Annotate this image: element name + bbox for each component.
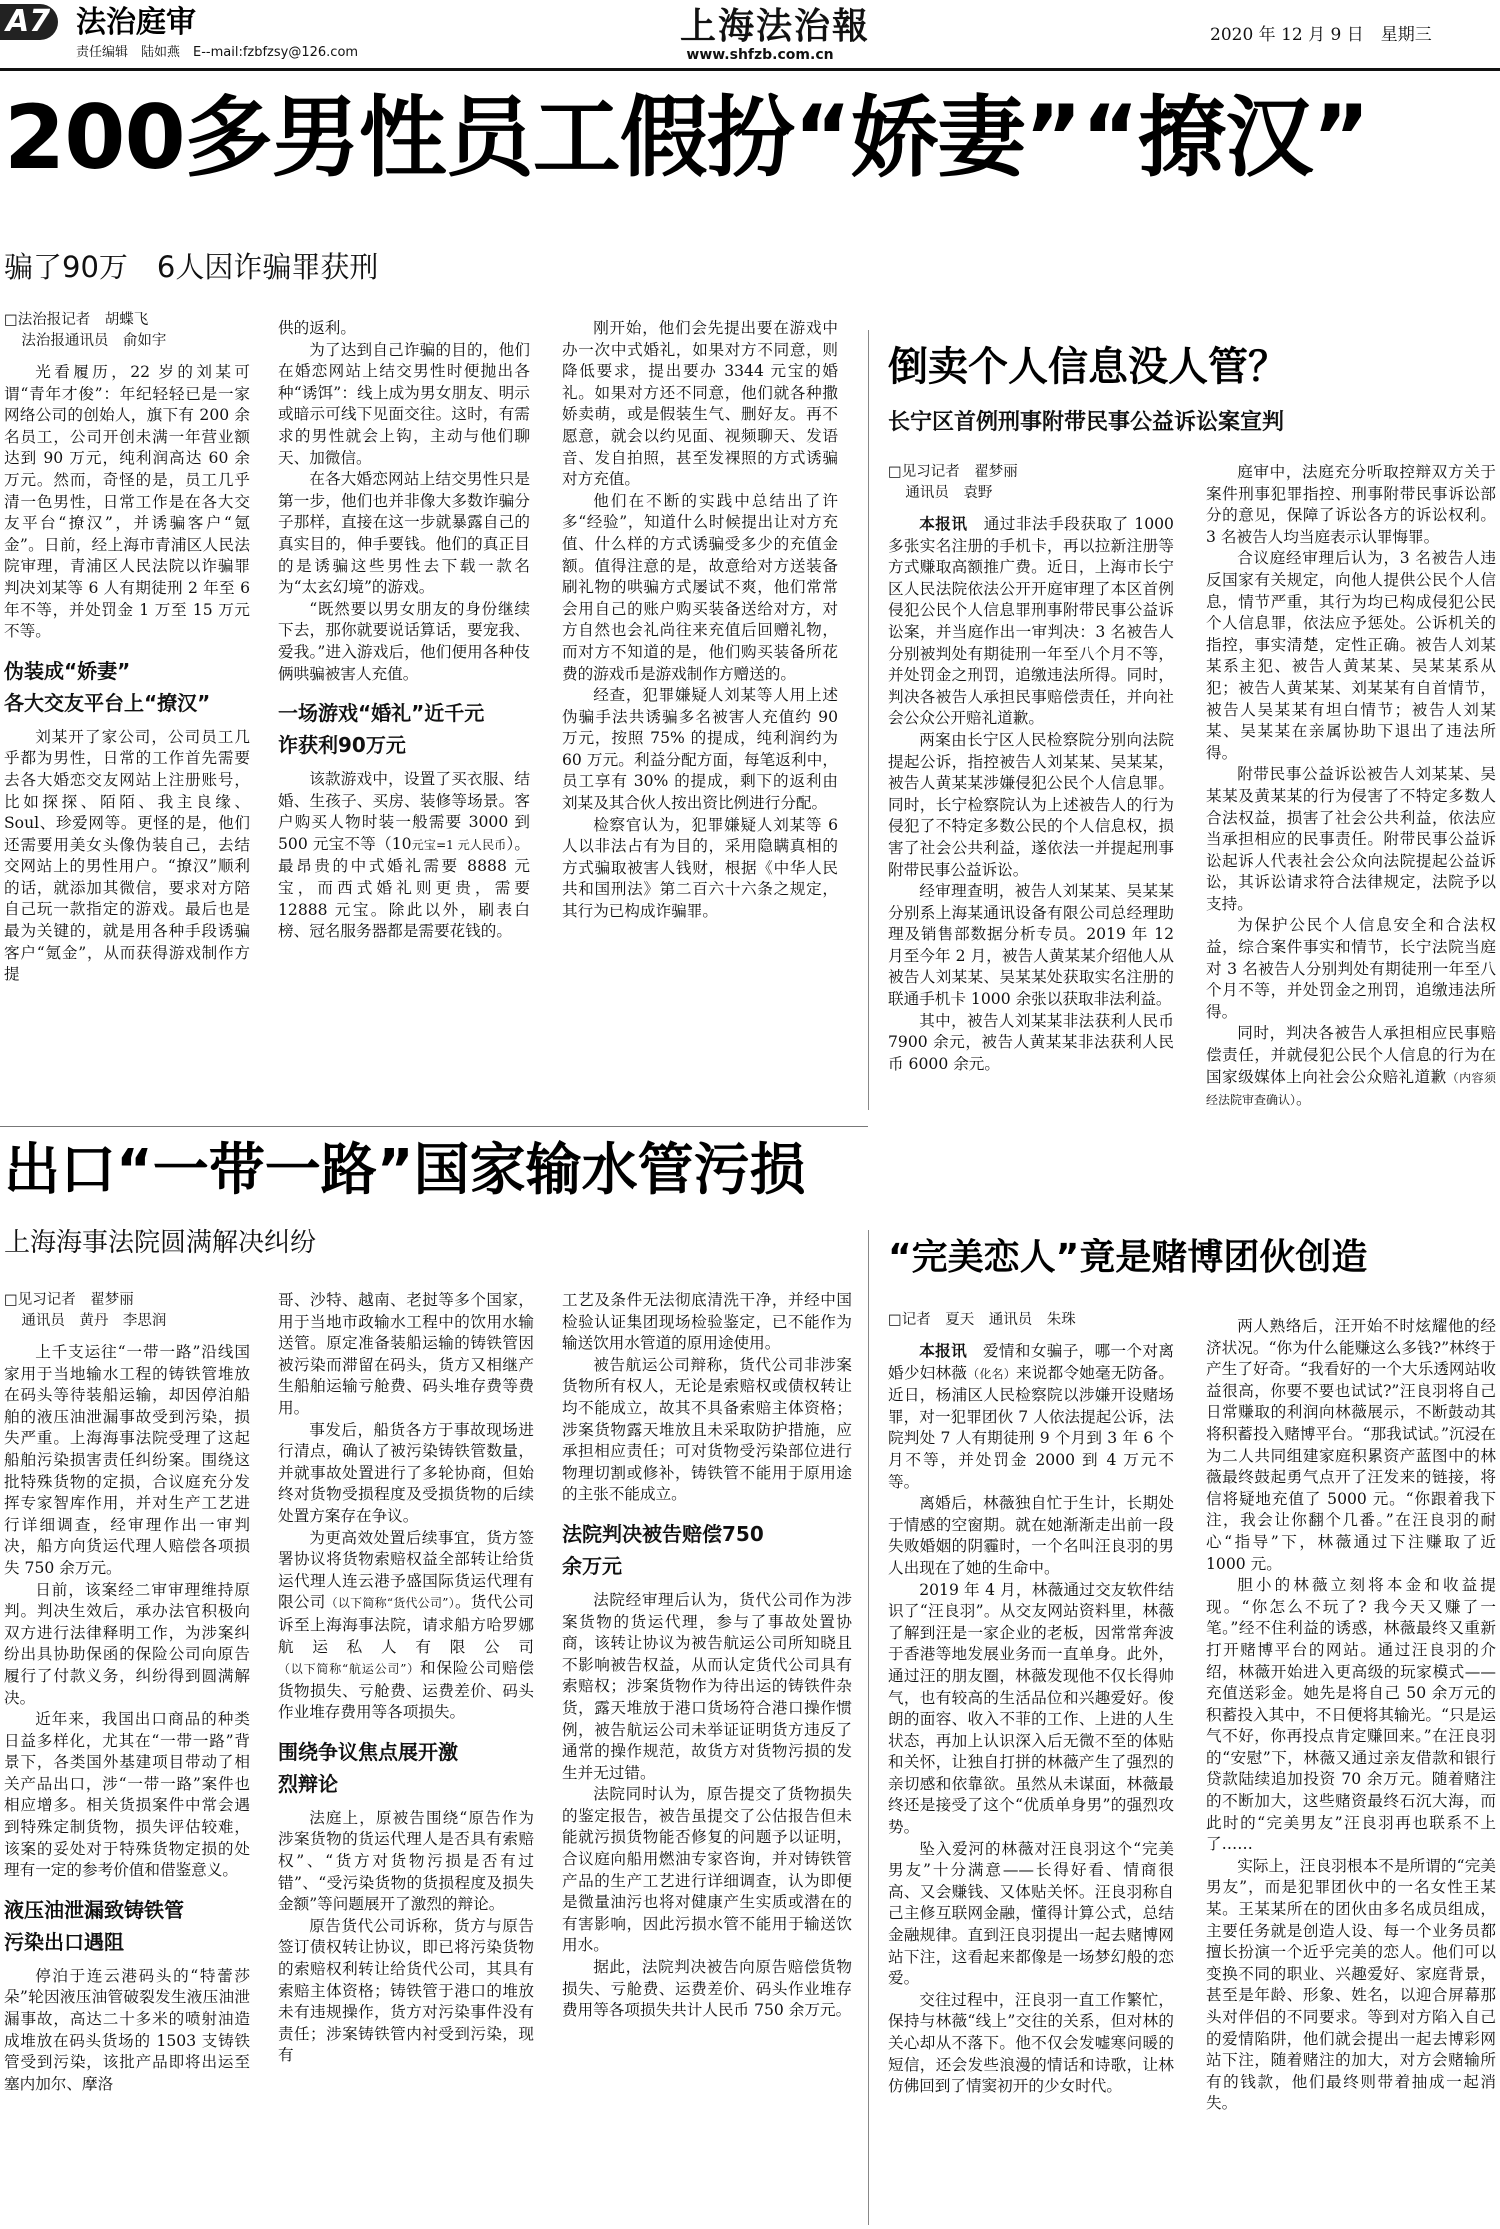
paragraph: 本报讯 爱情和女骗子，哪一个对离婚少妇林薇（化名）来说都令她毫无防备。近日，杨浦区人民检察院以涉嫌开设赌场罪，对一犯罪团伙 7 人依法提起公诉，法院判处 7 人有期徒刑 9 个月到 3 年 6 个月不等，并处罚金 2000 到 4 万元不等。 (888, 1342, 1174, 1491)
article3-subheading-2: 围绕争议焦点展开激 (278, 1739, 458, 1764)
editor-line: 责任编辑 陆如燕 E--mail:fzbfzsy@126.com (76, 45, 359, 60)
article1-byline-reporter: □法治报记者 胡蝶飞 (4, 312, 149, 328)
paragraph: 原告货代公司诉称，货方与原告签订债权转让协议，即已将污染货物的索赔权利转让给货代公司，其具有索赔主体资格；铸铁管于港口的堆放未有违规操作，货方对污染事件没有责任；涉案铸铁管内衬受到污染，现有 (278, 1916, 534, 2065)
column-divider-lower (868, 1230, 869, 2225)
article3-byline-correspondent: 通讯员 黄丹 李思润 (21, 1313, 167, 1329)
article3-subhead: 上海海事法院圆满解决纠纷 (4, 1228, 317, 1258)
paragraph: 法院经审理后认为，货代公司作为涉案货物的货运代理，参与了事故处置协商，该转让协议为被告航运公司所知晓且不影响被告权益，从而认定货代公司具有索赔权；涉案货物作为待出运的铸铁件杂货，露天堆放于港口货场符合港口操作惯例，被告航运公司未举证证明货方违反了通常的操作规范，故货方对货物污损的发生并无过错。 (562, 1590, 852, 1782)
article3-subheading-3b: 余万元 (562, 1553, 622, 1578)
paragraph: 本报讯 通过非法手段获取了 1000 多张实名注册的手机卡，再以拉新注册等方式赚取高额推广费。近日，上海市长宁区人民法院依法公开开庭审理了本区首例侵犯公民个人信息罪刑事附带民事公益诉讼案，并当庭作出一审判决：3 名被告人分别被判处有期徒刑一年至八个月不等，并处罚金之刑罚，追缴违法所得。同时，判决各被告人承担民事赔偿责任，并向社会公众公开赔礼道歉。 (888, 515, 1174, 728)
paragraph: 经审理查明，被告人刘某某、吴某某分别系上海某通讯设备有限公司总经理助理及销售部数据分析专员。2019 年 12 月至今年 2 月，被告人黄某某介绍他人从被告人刘某某、吴某某处获取实名注册的联通手机卡 1000 余张以获取非法利益。 (888, 882, 1174, 1009)
paragraph: 据此，法院判决被告向原告赔偿货物损失、亏舱费、运费差价、码头作业堆存费用等各项损失共计人民币 750 余万元。 (562, 1958, 852, 2020)
article1-subheading-2: 一场游戏“婚礼”近千元 (278, 701, 485, 726)
paragraph: 该款游戏中，设置了买衣服、结婚、生孩子、买房、装修等场景。客户购买人物时装一般需要 3000 到 500 元宝不等（10元宝=1 元人民币）。最昂贵的中式婚礼需要 8888 元宝，而西式婚礼则更贵，需要 12888 元宝。除此以外，刷表白榜、冠名服务器都是需要花钱的。 (278, 770, 530, 941)
paragraph: 工艺及条件无法彻底清洗干净，并经中国检验认证集团现场检验鉴定，已不能作为输送饮用水管道的原用途使用。 (562, 1291, 852, 1353)
article1-subheading-2b: 诈获利90万元 (278, 733, 406, 758)
paragraph: 实际上，汪良羽根本不是所谓的“完美男友”，而是犯罪团伙中的一名女性王某某。王某某所在的团伙由多名成员组成，主要任务就是创造人设、每一个业务员都擅长扮演一个近乎完美的恋人。他们可以变换不同的职业、兴趣爱好、家庭背景，甚至是年龄、形象、姓名，以迎合屏幕那头对伴侣的不同要求。等到对方陷入自己的爱情陷阱，他们就会提出一起去博彩网站下注，随着赌注的加大，对方会赌输所有的钱款，他们最终则带着抽成一起消失。 (1206, 1856, 1496, 2113)
paragraph: 哥、沙特、越南、老挝等多个国家，用于当地市政输水工程中的饮用水输送管。原定准备装船运输的铸铁管因被污染而滞留在码头，货方又相继产生船舶运输亏舱费、码头堆存费等费用。 (278, 1291, 534, 1417)
article1-column-2 (278, 318, 530, 1110)
article2-column-2 (1206, 462, 1496, 1202)
paragraph: 光看履历，22 岁的刘某可谓“青年才俊”：年纪轻轻已是一家网络公司的创始人，旗下有 200 余名员工，公司开创未满一年营业额达到 90 万元，纯利润高达 60 余万元。然而，奇怪的是，员工几乎清一色男性，日常工作是在各大交友平台“撩汉”，并诱骗客户“氪金”。日前，经上海市青浦区人民法院审理，青浦区人民法院以诈骗罪判决刘某等 6 人有期徒刑 2 年至 6 年不等，并处罚金 1 万至 15 万元不等。 (4, 363, 250, 641)
page-number: A7 (6, 4, 51, 39)
paragraph: 刚开始，他们会先提出要在游戏中办一次中式婚礼，如果对方不同意，则降低要求，提出要办 3344 元宝的婚礼。如果对方还不同意，他们就各种撒娇卖萌，或是假装生气、删好友。再不愿意，就会以约见面、视频聊天、发语音、发自拍照，甚至发裸照的方式诱骗对方充值。 (562, 319, 838, 489)
article3-byline-reporter: □见习记者 翟梦丽 (4, 1292, 134, 1308)
article3-subheading-1b: 污染出口遇阻 (4, 1929, 124, 1954)
paper-name: 上海法治報 (680, 5, 871, 47)
paragraph: 法院同时认为，原告提交了货物损失的鉴定报告，被告虽提交了公估报告但未能就污损货物能否修复的问题予以证明，合议庭向船用燃油专家咨询，并对铸铁管产品的生产工艺进行详细调查，认为即便是微量油污也将对健康产生实质或潜在的有害影响，因此污损水管不能用于输送饮用水。 (562, 1785, 852, 1955)
paragraph: 刘某开了家公司，公司员工几乎都为男性，日常的工作首先需要去各大婚恋交友网站上注册账号，比如探探、陌陌、我主良缘、Soul、珍爱网等。更怪的是，他们还需要用美女头像伪装自己，去结交网站上的男性用户。“撩汉”顺利的话，就添加其微信，要求对方陪自己玩一款指定的游戏。最后也是最为关键的，就是用各种手段诱骗客户“氪金”，从而获得游戏制作方提 (4, 727, 250, 984)
article3-headline: 出口“一带一路”国家输水管污损 (4, 1138, 806, 1203)
section-name: 法治庭审 (76, 5, 196, 40)
article1-byline-correspondent: 法治报通讯员 俞如宇 (21, 333, 167, 349)
paragraph: 停泊于连云港码头的“特蕾莎朵”轮因液压油管破裂发生液压油泄漏事故，高达二十多米的喷射油造成堆放在码头货场的 1503 支铸铁管受到污染，该批产品即将出运至塞内加尔、摩洛 (4, 1966, 250, 2093)
article1-subheading-1: 伪装成“娇妻” (4, 658, 131, 683)
paragraph: 同时，判决各被告人承担相应民事赔偿责任，并就侵犯公民个人信息的行为在国家级媒体上向社会公众赔礼道歉（内容须经法院审查确认）。 (1206, 1024, 1496, 1109)
paragraph: 供的返利。 (278, 319, 356, 337)
article1-subhead: 骗了90万 6人因诈骗罪获刑 (4, 250, 379, 284)
article2-headline: 倒卖个人信息没人管？ (888, 344, 1288, 390)
paragraph: 经查，犯罪嫌疑人刘某等人用上述伪骗手法共诱骗多名被害人充值约 90 万元，按照 75% 的提成，纯利润约为 60 万元。利益分配方面，每笔返利中，员工享有 30% 的提成，剩下的返利由刘某及其合伙人按出资比例进行分配。 (562, 686, 838, 813)
paragraph: 他们在不断的实践中总结出了许多“经验”，知道什么时候提出让对方充值、什么样的方式诱骗受多少的充值金额。值得注意的是，故意给对方送装备刷礼物的哄骗方式屡试不爽，他们常常会用自己的账户购买装备送给对方，对方自然也会礼尚往来充值后回赠礼物，而对方不知道的是，他们购买装备所花费的游戏币是游戏制作方赠送的。 (562, 491, 838, 683)
paragraph: 离婚后，林薇独自忙于生计，长期处于情感的空窗期。就在她渐渐走出前一段失败婚姻的阴霾时，一个名叫汪良羽的男人出现在了她的生命中。 (888, 1494, 1174, 1577)
article1-subheading-1b: 各大交友平台上“撩汉” (4, 690, 211, 715)
article1-column-1 (4, 310, 250, 1110)
article4-column-2 (1206, 1316, 1496, 2225)
article2-column-1 (888, 462, 1174, 1202)
website: www.shfzb.com.cn (686, 47, 834, 63)
paragraph: 2019 年 4 月，林薇通过交友软件结识了“汪良羽”。从交友网站资料里，林薇了解到汪是一家企业的老板，因常常奔波于香港等地发展业务而一直单身。此外，通过汪的朋友圈，林薇发现他不仅长得帅气，也有较高的生活品位和兴趣爱好。俊朗的面容、收入不菲的工作、上进的人生状态，再加上认识深入后无微不至的体贴和关怀，让独自打拼的林薇产生了强烈的亲切感和依靠欲。虽然从未谋面，林薇最终还是接受了这个“优质单身男”的强烈攻势。 (888, 1580, 1174, 1837)
article3-column-3 (562, 1290, 852, 2225)
paragraph: 近年来，我国出口商品的种类日益多样化，尤其在“一带一路”背景下，各类国外基建项目带动了相关产品出口，涉“一带一路”案件也相应增多。相关货损案件中常会遇到特殊定制货物，损失评估较难，该案的妥处对于特殊货物定损的处理有一定的参考价值和借鉴意义。 (4, 1710, 250, 1880)
article4-column-1 (888, 1310, 1174, 2225)
article3-subheading-3: 法院判决被告赔偿750 (562, 1521, 764, 1546)
article4-headline: “完美恋人”竟是赌博团伙创造 (888, 1237, 1368, 1278)
paragraph: 被告航运公司辩称，货代公司非涉案货物所有权人，无论是索赔权或债权转让均不能成立，故其不具备索赔主体资格；涉案货物露天堆放且未采取防护措施，应承担相应责任；可对货物受污染部位进行物理切割或修补，铸铁管不能用于原用途的主张不能成立。 (562, 1355, 852, 1504)
paragraph: 检察官认为，犯罪嫌疑人刘某等 6 人以非法占有为目的，采用隐瞒真相的方式骗取被害人钱财，根据《中华人民共和国刑法》第二百六十六条之规定，其行为已构成诈骗罪。 (562, 815, 838, 921)
article1-column-3 (562, 318, 838, 1110)
paragraph: 事发后，船货各方于事故现场进行清点，确认了被污染铸铁管数量，并就事故处置进行了多轮协商，但始终对货物受损程度及受损货物的后续处置方案存在争议。 (278, 1420, 534, 1525)
paragraph: 日前，该案经二审审理维持原判。判决生效后，承办法官积极向双方进行法律释明工作，为涉案纠纷出具协助保函的保险公司向原告履行了付款义务，纠纷得到圆满解决。 (4, 1580, 250, 1707)
issue-date: 2020 年 12 月 9 日 星期三 (1210, 25, 1432, 45)
article3-subheading-2b: 烈辩论 (278, 1771, 338, 1796)
article2-byline-correspondent: 通讯员 袁野 (905, 485, 993, 501)
paragraph: “既然要以男女朋友的身份继续下去，那你就要说话算话，要宠我、爱我。”进入游戏后，他们便用各种伎俩哄骗被害人充值。 (278, 599, 530, 683)
paragraph: 为更高效处置后续事宜，货方签署协议将货物索赔权益全部转让给货运代理人连云港予盛国际货运代理有限公司（以下简称“货代公司”）。货代公司诉至上海海事法院，请求船方哈罗娜航运私人有限公司（以下简称“航运公司”）和保险公司赔偿货物损失、亏舱费、运费差价、码头作业堆存费用等各项损失。 (278, 1528, 534, 1722)
paragraph: 庭审中，法庭充分听取控辩双方关于案件刑事犯罪指控、刑事附带民事诉讼部分的意见，保障了诉讼各方的诉讼权利。3 名被告人均当庭表示认罪悔罪。 (1206, 463, 1496, 546)
article2-byline-reporter: □见习记者 翟梦丽 (888, 464, 1018, 480)
column-divider (868, 330, 869, 1110)
article4-byline: □记者 夏天 通讯员 朱珠 (888, 1312, 1076, 1328)
paragraph: 为保护公民个人信息安全和合法权益，综合案件事实和情节，长宁法院当庭对 3 名被告人分别判处有期徒刑一年至八个月不等，并处罚金之刑罚，追缴违法所得。 (1206, 916, 1496, 1021)
paragraph: 胆小的林薇立刻将本金和收益提现。“你怎么不玩了? 我今天又赚了一笔。”经不住利益的诱惑，林薇最终又重新打开赌博平台的网站。通过汪良羽的介绍，林薇开始进入更高级的玩家模式——充值送彩金。她先是将自己 50 余万元的积蓄投入其中，不日便将其输光。“只是运气不好，你再投点肯定赚回来。”在汪良羽的“安慰”下，林薇又通过亲友借款和银行贷款陆续追加投资 70 余万元。随着赌注的不断加大，这些赌资最终石沉大海，而此时的“完美男友”汪良羽再也联系不上了…… (1206, 1576, 1496, 1854)
section-rule (0, 1126, 868, 1127)
paragraph: 在各大婚恋网站上结交男性只是第一步，他们也并非像大多数诈骗分子那样，直接在这一步就暴露自己的真实目的，伸手要钱。他们的真正目的是诱骗这些男性去下载一款名为“太玄幻境”的游戏。 (278, 470, 530, 597)
paragraph: 附带民事公益诉讼被告人刘某某、吴某某及黄某某的行为侵害了不特定多数人合法权益，损害了社会公共利益，依法应当承担相应的民事责任。附带民事公益诉讼起诉人代表社会公众向法院提起公益诉讼，其诉讼请求符合法律规定，法院予以支持。 (1206, 765, 1496, 913)
paragraph: 合议庭经审理后认为，3 名被告人违反国家有关规定，向他人提供公民个人信息，情节严重，其行为均已构成侵犯公民个人信息罪，依法应予惩处。公诉机关的指控，事实清楚，定性正确。被告人刘某某系主犯、被告人黄某某、吴某某系从犯；被告人黄某某、刘某某有自首情节，被告人吴某某有坦白情节；被告人刘某某、吴某某在亲属协助下退出了违法所得。 (1206, 549, 1496, 762)
paragraph: 其中，被告人刘某某非法获利人民币 7900 余元，被告人黄某某非法获利人民币 6000 余元。 (888, 1011, 1174, 1073)
paragraph: 两案由长宁区人民检察院分别向法院提起公诉，指控被告人刘某某、吴某某，被告人黄某某涉嫌侵犯公民个人信息罪。同时，长宁检察院认为上述被告人的行为侵犯了不特定多数公民的个人信息权，损害了社会公共利益，遂依法一并提起刑事附带民事公益诉讼。 (888, 730, 1174, 879)
paragraph: 两人熟络后，汪开始不时炫耀他的经济状况。“你为什么能赚这么多钱?”林终于产生了好奇。“我看好的一个大乐透网站收益很高，你要不要也试试?”汪良羽将自己日常赚取的利润向林薇展示，不断鼓动其将积蓄投入赌博平台。“那我试试。”沉浸在为二人共同组建家庭积累资产蓝图中的林薇最终鼓起勇气点开了汪发来的链接，将信将疑地充值了 5000 元。“你跟着我下注，我会让你翻个几番。”在汪良羽的耐心“指导”下，林薇通过下注赚取了近 1000 元。 (1206, 1317, 1496, 1573)
article1-headline: 200多男性员工假扮“娇妻”“撩汉” (4, 86, 1370, 189)
paragraph: 法庭上，原被告围绕“原告作为涉案货物的货运代理人是否具有索赔权”、“货方对货物污损是否有过错”、“受污染货物的货损程度及损失金额”等问题展开了激烈的辩论。 (278, 1808, 534, 1914)
article3-subheading-1: 液压油泄漏致铸铁管 (4, 1897, 184, 1922)
paragraph: 坠入爱河的林薇对汪良羽这个“完美男友”十分满意——长得好看、情商很高、又会赚钱、又体贴关怀。汪良羽称自己主修互联网金融，懂得计算公式，总结金融规律。直到汪良羽提出一起去赌博网站下注，这看起来都像是一场梦幻般的恋爱。 (888, 1839, 1174, 1988)
article3-column-2 (278, 1290, 534, 2225)
paragraph: 交往过程中，汪良羽一直工作繁忙，保持与林薇“线上”交往的关系，但对林的关心却从不落下。他不仅会发嘘寒问暖的短信，还会发些浪漫的情话和诗歌，让林仿佛回到了情窦初开的少女时代。 (888, 1990, 1174, 2096)
article2-subhead: 长宁区首例刑事附带民事公益诉讼案宣判 (888, 410, 1285, 435)
article3-column-1 (4, 1290, 250, 2225)
masthead-rule (0, 68, 1500, 71)
paragraph: 为了达到自己诈骗的目的，他们在婚恋网站上结交男性时便抛出各种“诱饵”：线上成为男女朋友、明示或暗示可线下见面交往。这时，有需求的男性就会上钩，主动与他们聊天、加微信。 (278, 340, 530, 467)
paragraph: 上千支运往“一带一路”沿线国家用于当地输水工程的铸铁管堆放在码头等待装船运输，却因停泊船舶的液压油泄漏事故受到污染，损失严重。上海海事法院受理了这起船舶污染损害责任纠纷案。围绕这批特殊货物的定损，合议庭充分发挥专家智库作用，并对生产工艺进行详细调查，经审理作出一审判决，船方向货运代理人赔偿各项损失 750 余万元。 (4, 1343, 250, 1577)
